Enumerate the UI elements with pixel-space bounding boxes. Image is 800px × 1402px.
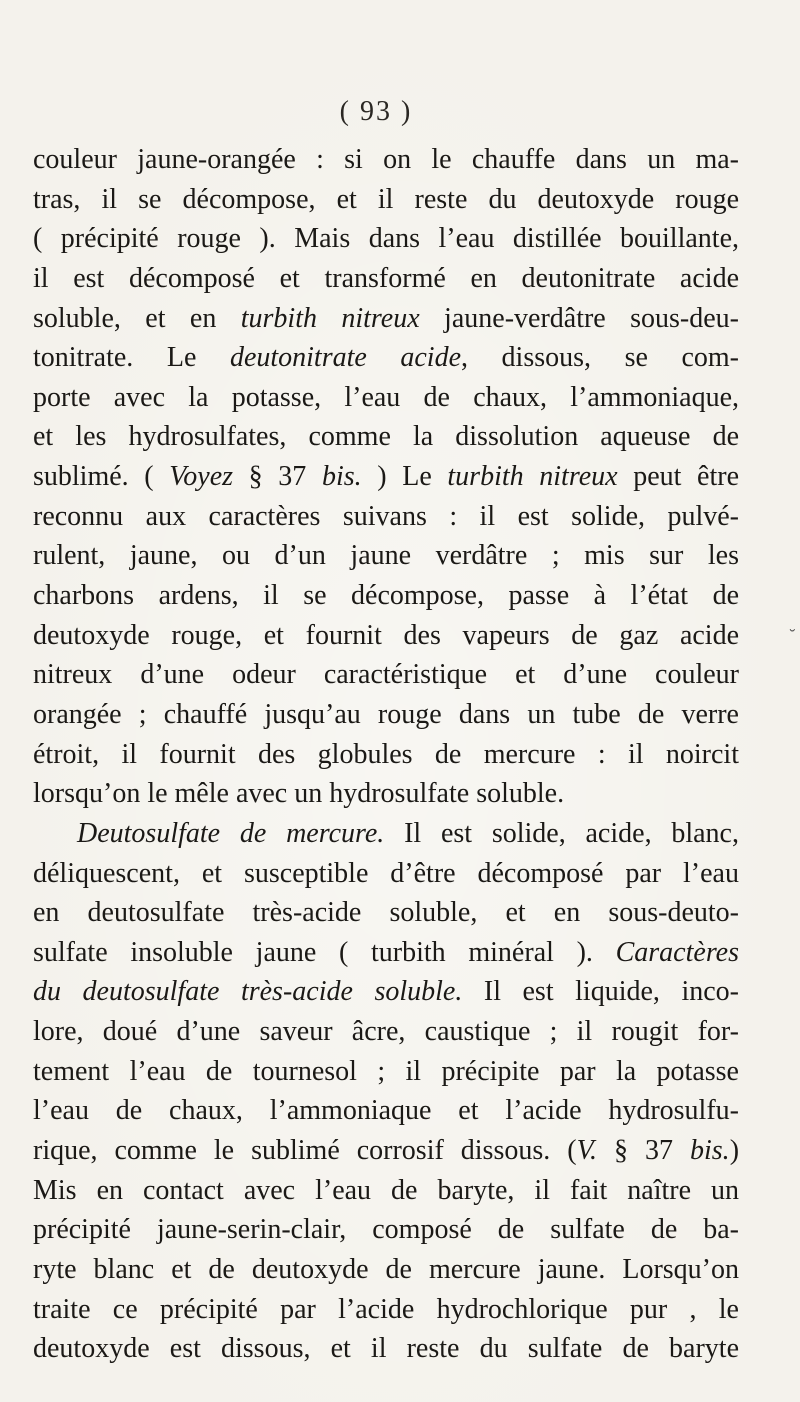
text-run: sublimé. (: [33, 461, 170, 493]
text-line: [33, 814, 739, 854]
text-run: Il est solide, acide, blanc,: [384, 817, 739, 849]
text-run: nitreux d’une odeur caractéristique et d’une couleur: [33, 659, 739, 691]
text-run: couleur jaune-orangée : si on le chauffe dans un ma-: [33, 144, 739, 175]
text-line: [33, 497, 739, 537]
text-run: § 37: [597, 1135, 690, 1167]
text-run: reconnu aux caractères suivans : il est solide, pulvé-: [33, 500, 739, 532]
text-run: ) Le: [361, 461, 448, 493]
text-line: [33, 1329, 739, 1369]
text-run: traite ce précipité par l’acide hydrochlorique pur , le: [33, 1293, 739, 1325]
italic-text: du deutosulfate très-acide soluble.: [33, 976, 463, 1008]
text-line: [33, 1290, 739, 1330]
text-line: [33, 774, 739, 814]
italic-text: Deutosulfate de mercure.: [77, 817, 385, 849]
text-line: [33, 1250, 739, 1290]
text-line: [33, 1091, 739, 1131]
text-line: [33, 378, 739, 418]
text-line: [33, 417, 739, 457]
text-line: [33, 616, 739, 656]
text-run: deutoxyde rouge, et fournit des vapeurs de gaz acide: [33, 619, 739, 651]
text-run: en deutosulfate très-acide soluble, et en sous-deuto-: [33, 897, 739, 929]
text-line: [33, 1012, 739, 1052]
text-line: [33, 140, 739, 180]
italic-text: turbith nitreux: [240, 302, 420, 334]
text-line: [33, 655, 739, 695]
text-run: ( précipité rouge ). Mais dans l’eau distillée bouillante,: [33, 223, 739, 255]
italic-text: bis.: [690, 1135, 730, 1167]
text-run: tras, il se décompose, et il reste du deutoxyde rouge: [33, 183, 739, 215]
text-run: rique, comme le sublimé corrosif dissous. (: [33, 1135, 577, 1167]
text-line: [33, 695, 739, 735]
text-run: tonitrate. Le: [33, 342, 230, 374]
text-run: déliquescent, et susceptible d’être décomposé par l’eau: [33, 857, 739, 889]
text-run: , dissous, se com-: [461, 342, 739, 374]
page-number: ( 93 ): [339, 96, 413, 127]
text-run: Il est liquide, inco-: [462, 976, 739, 1008]
text-run: et les hydrosulfates, comme la dissolution aqueuse de: [33, 421, 739, 453]
text-line: [33, 1171, 739, 1211]
text-line: [33, 1052, 739, 1092]
text-run: soluble, et en: [33, 302, 241, 334]
text-run: tement l’eau de tournesol ; il précipite par la potasse: [33, 1055, 739, 1087]
text-run: jaune-verdâtre sous-deu-: [419, 302, 739, 334]
text-run: ): [729, 1135, 740, 1167]
italic-text: bis.: [321, 461, 362, 493]
text-run: sulfate insoluble jaune ( turbith minéral ).: [33, 936, 616, 968]
text-line: [33, 338, 739, 378]
italic-text: turbith nitreux: [447, 461, 618, 493]
text-run: ryte blanc et de deutoxyde de mercure jaune. Lorsqu’on: [33, 1253, 739, 1285]
text-run: Mis en contact avec l’eau de baryte, il fait naître un: [33, 1174, 739, 1206]
text-run: charbons ardens, il se décompose, passe à l’état de: [33, 580, 739, 612]
text-run: lore, doué d’une saveur âcre, caustique ; il rougit for-: [33, 1016, 739, 1048]
text-line: [33, 854, 739, 894]
text-line: [33, 536, 739, 576]
text-run: rulent, jaune, ou d’un jaune verdâtre ; mis sur les: [33, 540, 739, 572]
text-line: [33, 1210, 739, 1250]
text-line: [33, 933, 739, 973]
text-run: peut être: [617, 461, 740, 493]
text-run: étroit, il fournit des globules de mercure : il noircit: [33, 738, 739, 770]
italic-text: V.: [576, 1135, 598, 1167]
text-run: précipité jaune-serin-clair, composé de sulfate de ba-: [33, 1214, 739, 1246]
text-line: [33, 735, 739, 775]
text-run: deutoxyde est dissous, et il reste du sulfate de baryte: [33, 1333, 739, 1365]
body-text: [33, 140, 739, 1369]
text-line: [33, 972, 739, 1012]
text-run: porte avec la potasse, l’eau de chaux, l’ammoniaque,: [33, 381, 739, 413]
italic-text: Voyez: [169, 461, 234, 493]
text-run: orangée ; chauffé jusqu’au rouge dans un tube de verre: [33, 698, 739, 730]
text-line: [33, 457, 739, 497]
text-line: [33, 893, 739, 933]
text-run: l’eau de chaux, l’ammoniaque et l’acide hydrosulfu-: [33, 1095, 739, 1127]
text-line: [33, 299, 739, 339]
text-line: [33, 180, 739, 220]
margin-mark: ˘: [790, 628, 796, 645]
text-line: [33, 1131, 739, 1171]
text-run: § 37: [233, 461, 322, 493]
text-run: lorsqu’on le mêle avec un hydrosulfate soluble.: [33, 778, 565, 810]
italic-text: Caractères: [615, 936, 739, 968]
text-line: [33, 576, 739, 616]
italic-text: deutonitrate acide: [229, 342, 461, 374]
text-line: [33, 259, 739, 299]
text-run: il est décomposé et transformé en deutonitrate acide: [33, 262, 739, 294]
text-line: [33, 219, 739, 259]
